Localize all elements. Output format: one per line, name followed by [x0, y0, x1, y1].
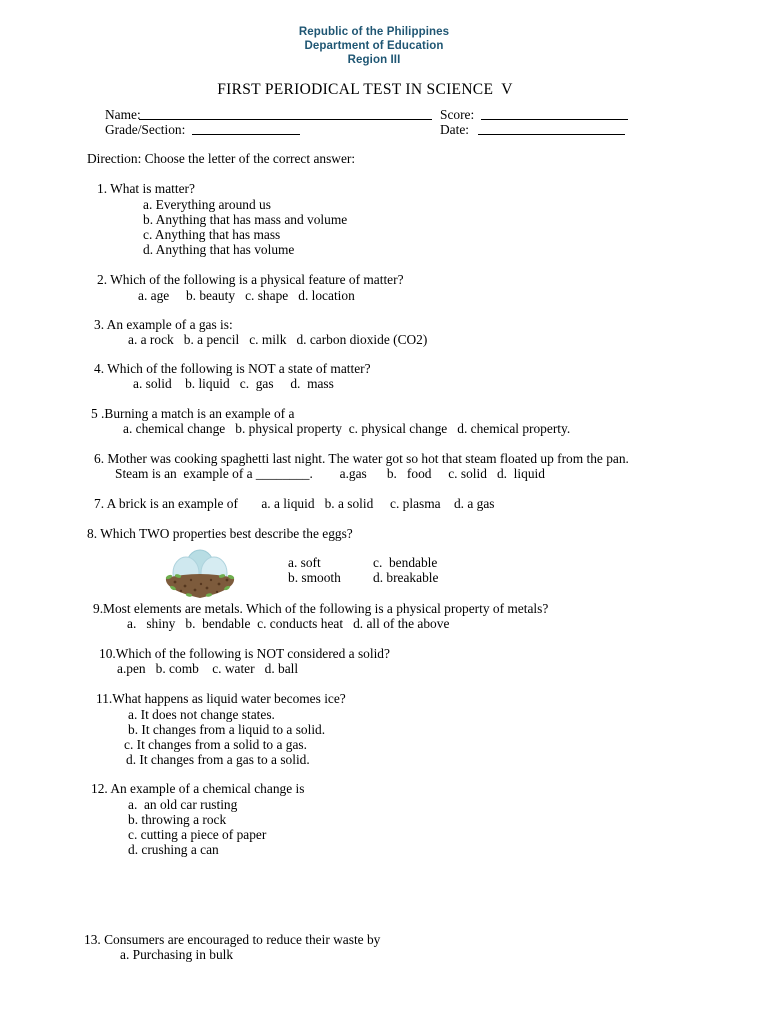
question-8-option-c: c. bendable	[373, 555, 438, 570]
question-4-options: a. solid b. liquid c. gas d. mass	[133, 376, 334, 391]
question-13: 13. Consumers are encouraged to reduce their waste by	[84, 932, 381, 947]
question-8: 8. Which TWO properties best describe the eggs?	[87, 526, 353, 541]
score-field-line	[481, 107, 628, 120]
question-5-options: a. chemical change b. physical property c. physical change d. chemical property.	[123, 421, 571, 436]
question-8-option-a: a. soft	[288, 555, 321, 570]
question-2-options: a. age b. beauty c. shape d. location	[138, 288, 355, 303]
question-11-option-c: c. It changes from a solid to a gas.	[124, 737, 307, 752]
question-6-line-2: Steam is an example of a ________. a.gas b. food c. solid d. liquid	[115, 466, 545, 481]
date-label: Date:	[440, 122, 469, 137]
question-1: 1. What is matter?	[97, 181, 195, 196]
question-5: 5 .Burning a match is an example of a	[91, 406, 295, 421]
page-title: FIRST PERIODICAL TEST IN SCIENCE V	[217, 81, 513, 98]
question-12-option-c: c. cutting a piece of paper	[128, 827, 267, 842]
score-label: Score:	[440, 107, 475, 122]
question-12-option-a: a. an old car rusting	[128, 797, 238, 812]
direction-text: Direction: Choose the letter of the correct answer:	[87, 151, 356, 166]
question-2: 2. Which of the following is a physical feature of matter?	[97, 272, 404, 287]
header-line-region: Region III	[347, 54, 401, 66]
question-1-option-a: a. Everything around us	[143, 197, 271, 212]
nest-body	[166, 574, 234, 598]
date-field-line	[478, 122, 625, 135]
question-11-option-d: d. It changes from a gas to a solid.	[126, 752, 310, 767]
question-13-option-a: a. Purchasing in bulk	[120, 947, 234, 962]
question-9: 9.Most elements are metals. Which of the following is a physical property of metals?	[93, 601, 549, 616]
header-line-republic: Republic of the Philippines	[298, 26, 450, 38]
question-4: 4. Which of the following is NOT a state of matter?	[94, 361, 371, 376]
name-field-line	[139, 107, 432, 120]
question-8-option-d: d. breakable	[373, 570, 439, 585]
question-10-options: a.pen b. comb c. water d. ball	[117, 661, 299, 676]
question-9-options: a. shiny b. bendable c. conducts heat d. all of the above	[127, 616, 450, 631]
question-12: 12. An example of a chemical change is	[91, 781, 305, 796]
eggs-in-nest-image	[161, 546, 239, 600]
question-1-option-d: d. Anything that has volume	[143, 242, 295, 257]
question-1-option-b: b. Anything that has mass and volume	[143, 212, 348, 227]
question-11-option-a: a. It does not change states.	[128, 707, 275, 722]
header-line-department: Department of Education	[304, 40, 444, 52]
question-12-option-d: d. crushing a can	[128, 842, 219, 857]
name-label: Name:	[105, 107, 141, 122]
question-8-option-b: b. smooth	[288, 570, 341, 585]
question-11: 11.What happens as liquid water becomes ice?	[96, 691, 346, 706]
grade-section-field-line	[192, 122, 300, 135]
question-10: 10.Which of the following is NOT considered a solid?	[99, 646, 390, 661]
question-6: 6. Mother was cooking spaghetti last night. The water got so hot that steam floated up from the pan.	[94, 451, 629, 466]
question-12-option-b: b. throwing a rock	[128, 812, 227, 827]
question-11-option-b: b. It changes from a liquid to a solid.	[128, 722, 326, 737]
question-3: 3. An example of a gas is:	[94, 317, 233, 332]
question-3-options: a. a rock b. a pencil c. milk d. carbon dioxide (CO2)	[128, 332, 428, 347]
question-7: 7. A brick is an example of a. a liquid b. a solid c. plasma d. a gas	[94, 496, 495, 511]
grade-section-label: Grade/Section:	[105, 122, 186, 137]
question-1-option-c: c. Anything that has mass	[143, 227, 281, 242]
